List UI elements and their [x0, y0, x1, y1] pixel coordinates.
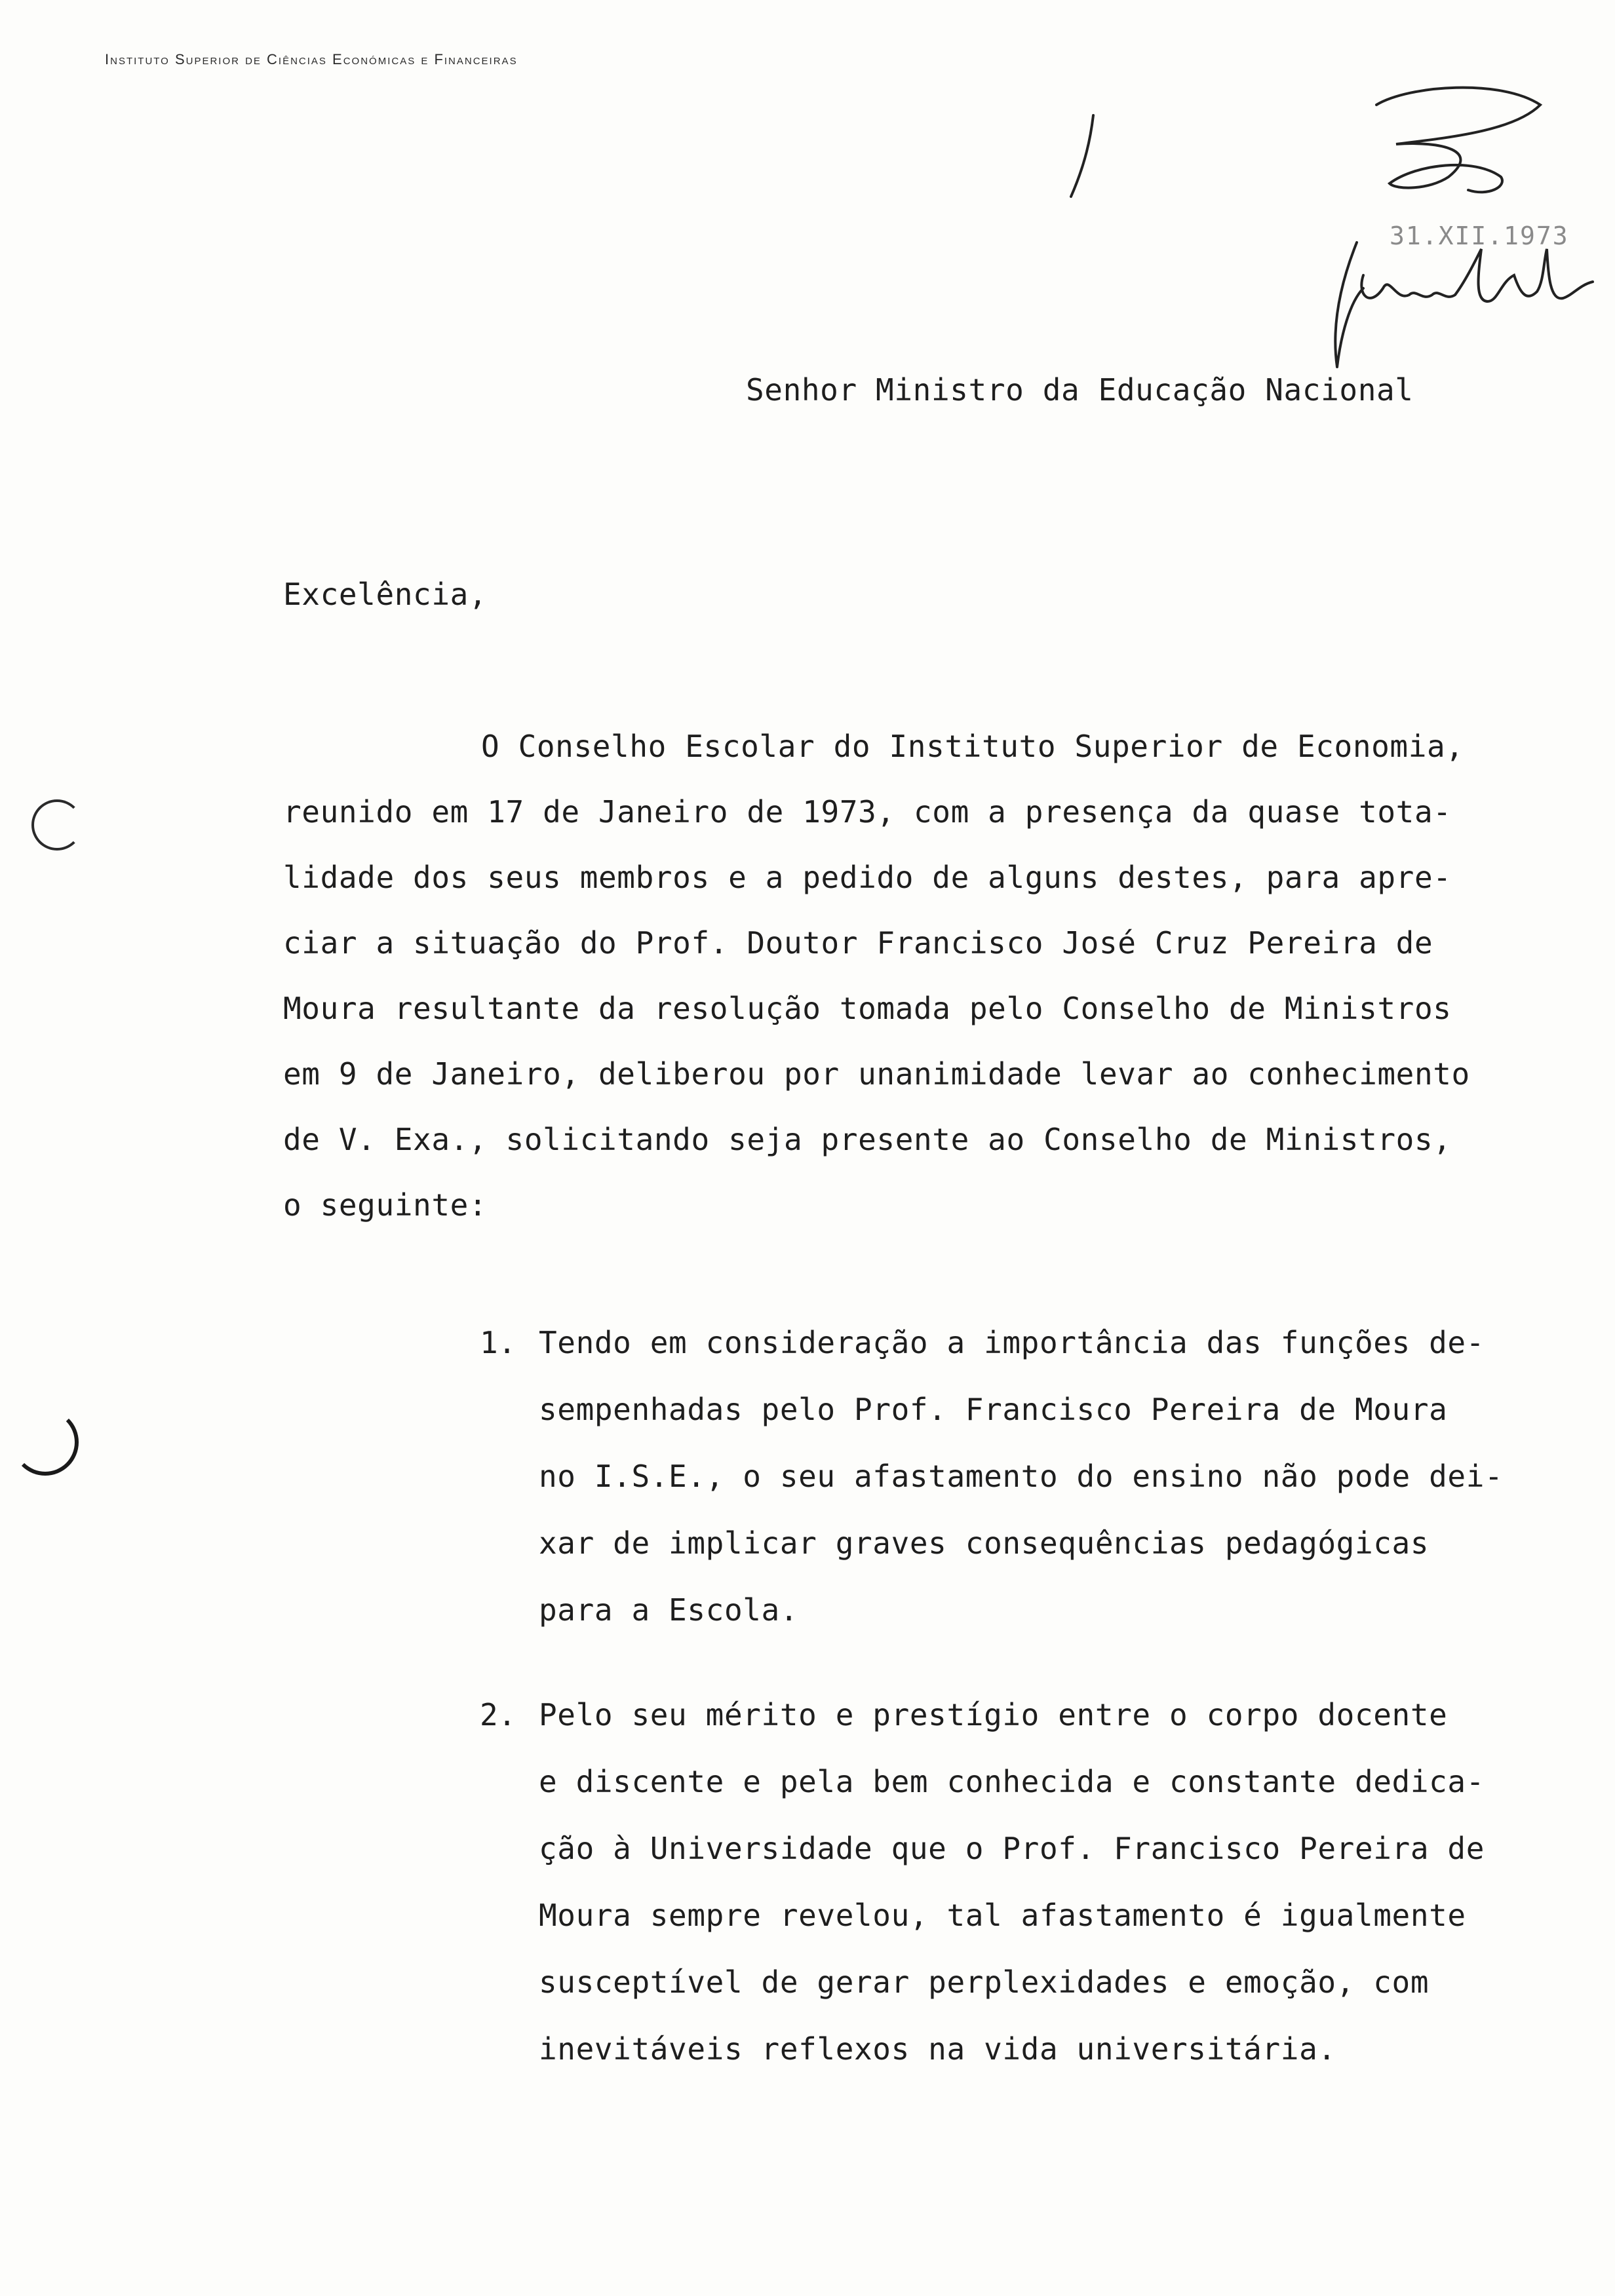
list-item-line: ção à Universidade que o Prof. Francisco Pereira de — [539, 1831, 1485, 1866]
list-item-line: susceptível de gerar perplexidades e emoção, com — [539, 1964, 1430, 2000]
list-item-line: Pelo seu mérito e prestígio entre o corpo docente — [539, 1697, 1448, 1732]
punch-hole-top — [31, 799, 83, 851]
received-date-stamp: 31.XII.1973 — [1390, 221, 1569, 250]
paragraph-line: reunido em 17 de Janeiro de 1973, com a presença da quase tota- — [283, 794, 1452, 830]
paragraph-line: ciar a situação do Prof. Doutor Francisco José Cruz Pereira de — [283, 925, 1433, 961]
list-item-line: para a Escola. — [539, 1592, 799, 1628]
list-item-line: Moura sempre revelou, tal afastamento é igualmente — [539, 1898, 1466, 1933]
paragraph-line: O Conselho Escolar do Instituto Superior de Economia, — [481, 729, 1464, 764]
list-item-number: 2. — [480, 1697, 516, 1732]
punch-hole-bottom — [12, 1409, 79, 1476]
list-item-line: sempenhadas pelo Prof. Francisco Pereira de Moura — [539, 1392, 1448, 1427]
initials-scribble — [1370, 79, 1566, 210]
paragraph-line: Moura resultante da resolução tomada pelo Conselho de Ministros — [283, 991, 1452, 1026]
handwritten-signature — [1317, 236, 1606, 380]
list-item-number: 1. — [480, 1325, 516, 1360]
paragraph-line: de V. Exa., solicitando seja presente ao Conselho de Ministros, — [283, 1122, 1452, 1157]
list-item-line: Tendo em consideração a importância das funções de- — [539, 1325, 1485, 1360]
paragraph-line: lidade dos seus membros e a pedido de alguns destes, para apre- — [283, 860, 1452, 895]
list-item-line: xar de implicar graves consequências pedagógicas — [539, 1525, 1430, 1561]
list-item-line: no I.S.E., o seu afastamento do ensino não pode dei- — [539, 1459, 1504, 1494]
addressee-line: Senhor Ministro da Educação Nacional — [746, 372, 1414, 408]
paragraph-line: em 9 de Janeiro, deliberou por unanimidade levar ao conhecimento — [283, 1056, 1470, 1092]
letterhead: Instituto Superior de Ciências Económicas e Financeiras — [105, 51, 518, 67]
pen-stroke-mark — [1062, 111, 1101, 203]
list-item-line: inevitáveis reflexos na vida universitária. — [539, 2031, 1336, 2067]
paragraph-line: o seguinte: — [283, 1187, 488, 1223]
salutation: Excelência, — [283, 577, 488, 612]
list-item-line: e discente e pela bem conhecida e constante dedica- — [539, 1764, 1485, 1799]
